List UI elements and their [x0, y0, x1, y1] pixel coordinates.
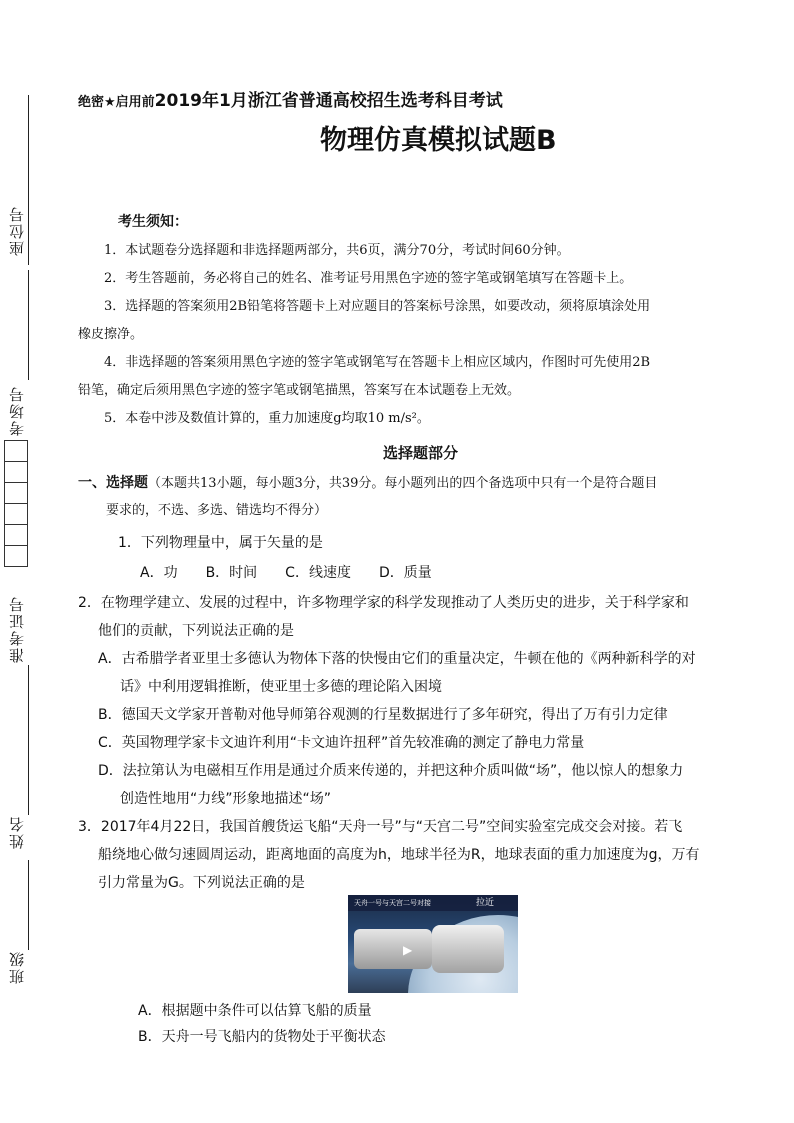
part-heading-desc-2: 要求的，不选、多选、错选均不得分）: [106, 503, 328, 518]
notice-heading: 考生须知：: [118, 214, 188, 230]
question-2-option-c: C．英国物理学家卡文迪许利用“卡文迪许扭秤”首先较准确的测定了静电力常量: [98, 735, 585, 751]
part-heading-label: 一、选择题: [78, 475, 148, 491]
exam-header: [78, 86, 503, 111]
number-grid: [4, 440, 28, 567]
seat-number-label: 座位号: [8, 205, 26, 256]
question-2-option-d-cont: 创造性地用“力线”形象地描述“场”: [120, 791, 332, 807]
margin-line: [28, 665, 29, 815]
image-tag: 拉近: [476, 898, 495, 908]
question-2-option-d: D．法拉第认为电磁相互作用是通过介质来传递的，并把这种介质叫做“场”，他以惊人的想象力: [98, 763, 684, 779]
notice-item: 2．考生答题前，务必将自己的姓名、准考证号用黑色字迹的签字笔或钢笔填写在答题卡上。: [104, 271, 633, 286]
exam-line: 2019年1月浙江省普通高校招生选考科目考试: [154, 91, 503, 111]
notice-item: 3．选择题的答案须用2B铅笔将答题卡上对应题目的答案标号涂黑，如要改动，须将原填涂处用: [104, 299, 651, 314]
question-1-options: A．功 B．时间 C．线速度 D．质量: [140, 565, 432, 581]
part-heading: [78, 469, 657, 498]
notice-item: 4．非选择题的答案须用黑色字迹的签字笔或钢笔写在答题卡上相应区域内，作图时可先使用2B: [104, 355, 651, 370]
question-3-option-b: B．天舟一号飞船内的货物处于平衡状态: [138, 1029, 386, 1045]
image-caption-bar: [348, 895, 518, 911]
secret-label: 绝密★启用前: [78, 95, 155, 110]
margin-line: [28, 270, 29, 380]
spacecraft-module-left: [354, 929, 432, 969]
notice-item: 1．本试题卷分选择题和非选择题两部分，共6页，满分70分，考试时间60分钟。: [104, 243, 570, 258]
page-title: 物理仿真模拟试题B: [320, 125, 557, 156]
spacecraft-module-right: [432, 925, 504, 973]
margin-line: [28, 95, 29, 265]
admission-number-label: 准考证号: [8, 595, 26, 663]
question-2-option-a: A．古希腊学者亚里士多德认为物体下落的快慢由它们的重量决定，牛顿在他的《两种新科学的对: [98, 651, 696, 667]
question-3-option-a: A．根据题中条件可以估算飞船的质量: [138, 1003, 372, 1019]
question-2-stem-cont: 他们的贡献，下列说法正确的是: [98, 623, 294, 639]
binding-margin: [0, 80, 40, 1000]
arrow-icon: ▶: [403, 943, 413, 957]
question-2-stem: 2．在物理学建立、发展的过程中，许多物理学家的科学发现推动了人类历史的进步，关于科学家和: [78, 595, 689, 611]
question-2-option-b: B．德国天文学家开普勒对他导师第谷观测的行星数据进行了多年研究，得出了万有引力定律: [98, 707, 668, 723]
margin-line: [28, 860, 29, 950]
image-caption: 天舟一号与天宫二号对接: [354, 899, 431, 907]
question-3-stem-cont: 船绕地心做匀速圆周运动，距离地面的高度为h，地球半径为R，地球表面的重力加速度为g，万有: [98, 847, 700, 863]
section-title: 选择题部分: [383, 444, 459, 462]
notice-item: 5．本卷中涉及数值计算的，重力加速度g均取10 m/s²。: [104, 411, 430, 426]
exam-room-label: 考场号: [8, 385, 26, 436]
question-1-stem: 1．下列物理量中，属于矢量的是: [118, 535, 323, 551]
docking-image: [348, 895, 518, 993]
question-3-stem-cont-2: 引力常量为G。下列说法正确的是: [98, 875, 305, 891]
notice-item: 铅笔，确定后须用黑色字迹的签字笔或钢笔描黑，答案写在本试题卷上无效。: [78, 383, 521, 398]
question-2-option-a-cont: 话》中利用逻辑推断，使亚里士多德的理论陷入困境: [120, 679, 442, 695]
part-heading-desc: （本题共13小题，每小题3分，共39分。每小题列出的四个备选项中只有一个是符合题目: [148, 476, 658, 491]
name-label: 姓名: [8, 815, 26, 849]
notice-item: 橡皮擦净。: [78, 327, 144, 342]
class-label: 班级: [8, 950, 26, 984]
question-3-stem: 3．2017年4月22日，我国首艘货运飞船“天舟一号”与“天宫二号”空间实验室完成交会对接。若飞: [78, 819, 683, 835]
